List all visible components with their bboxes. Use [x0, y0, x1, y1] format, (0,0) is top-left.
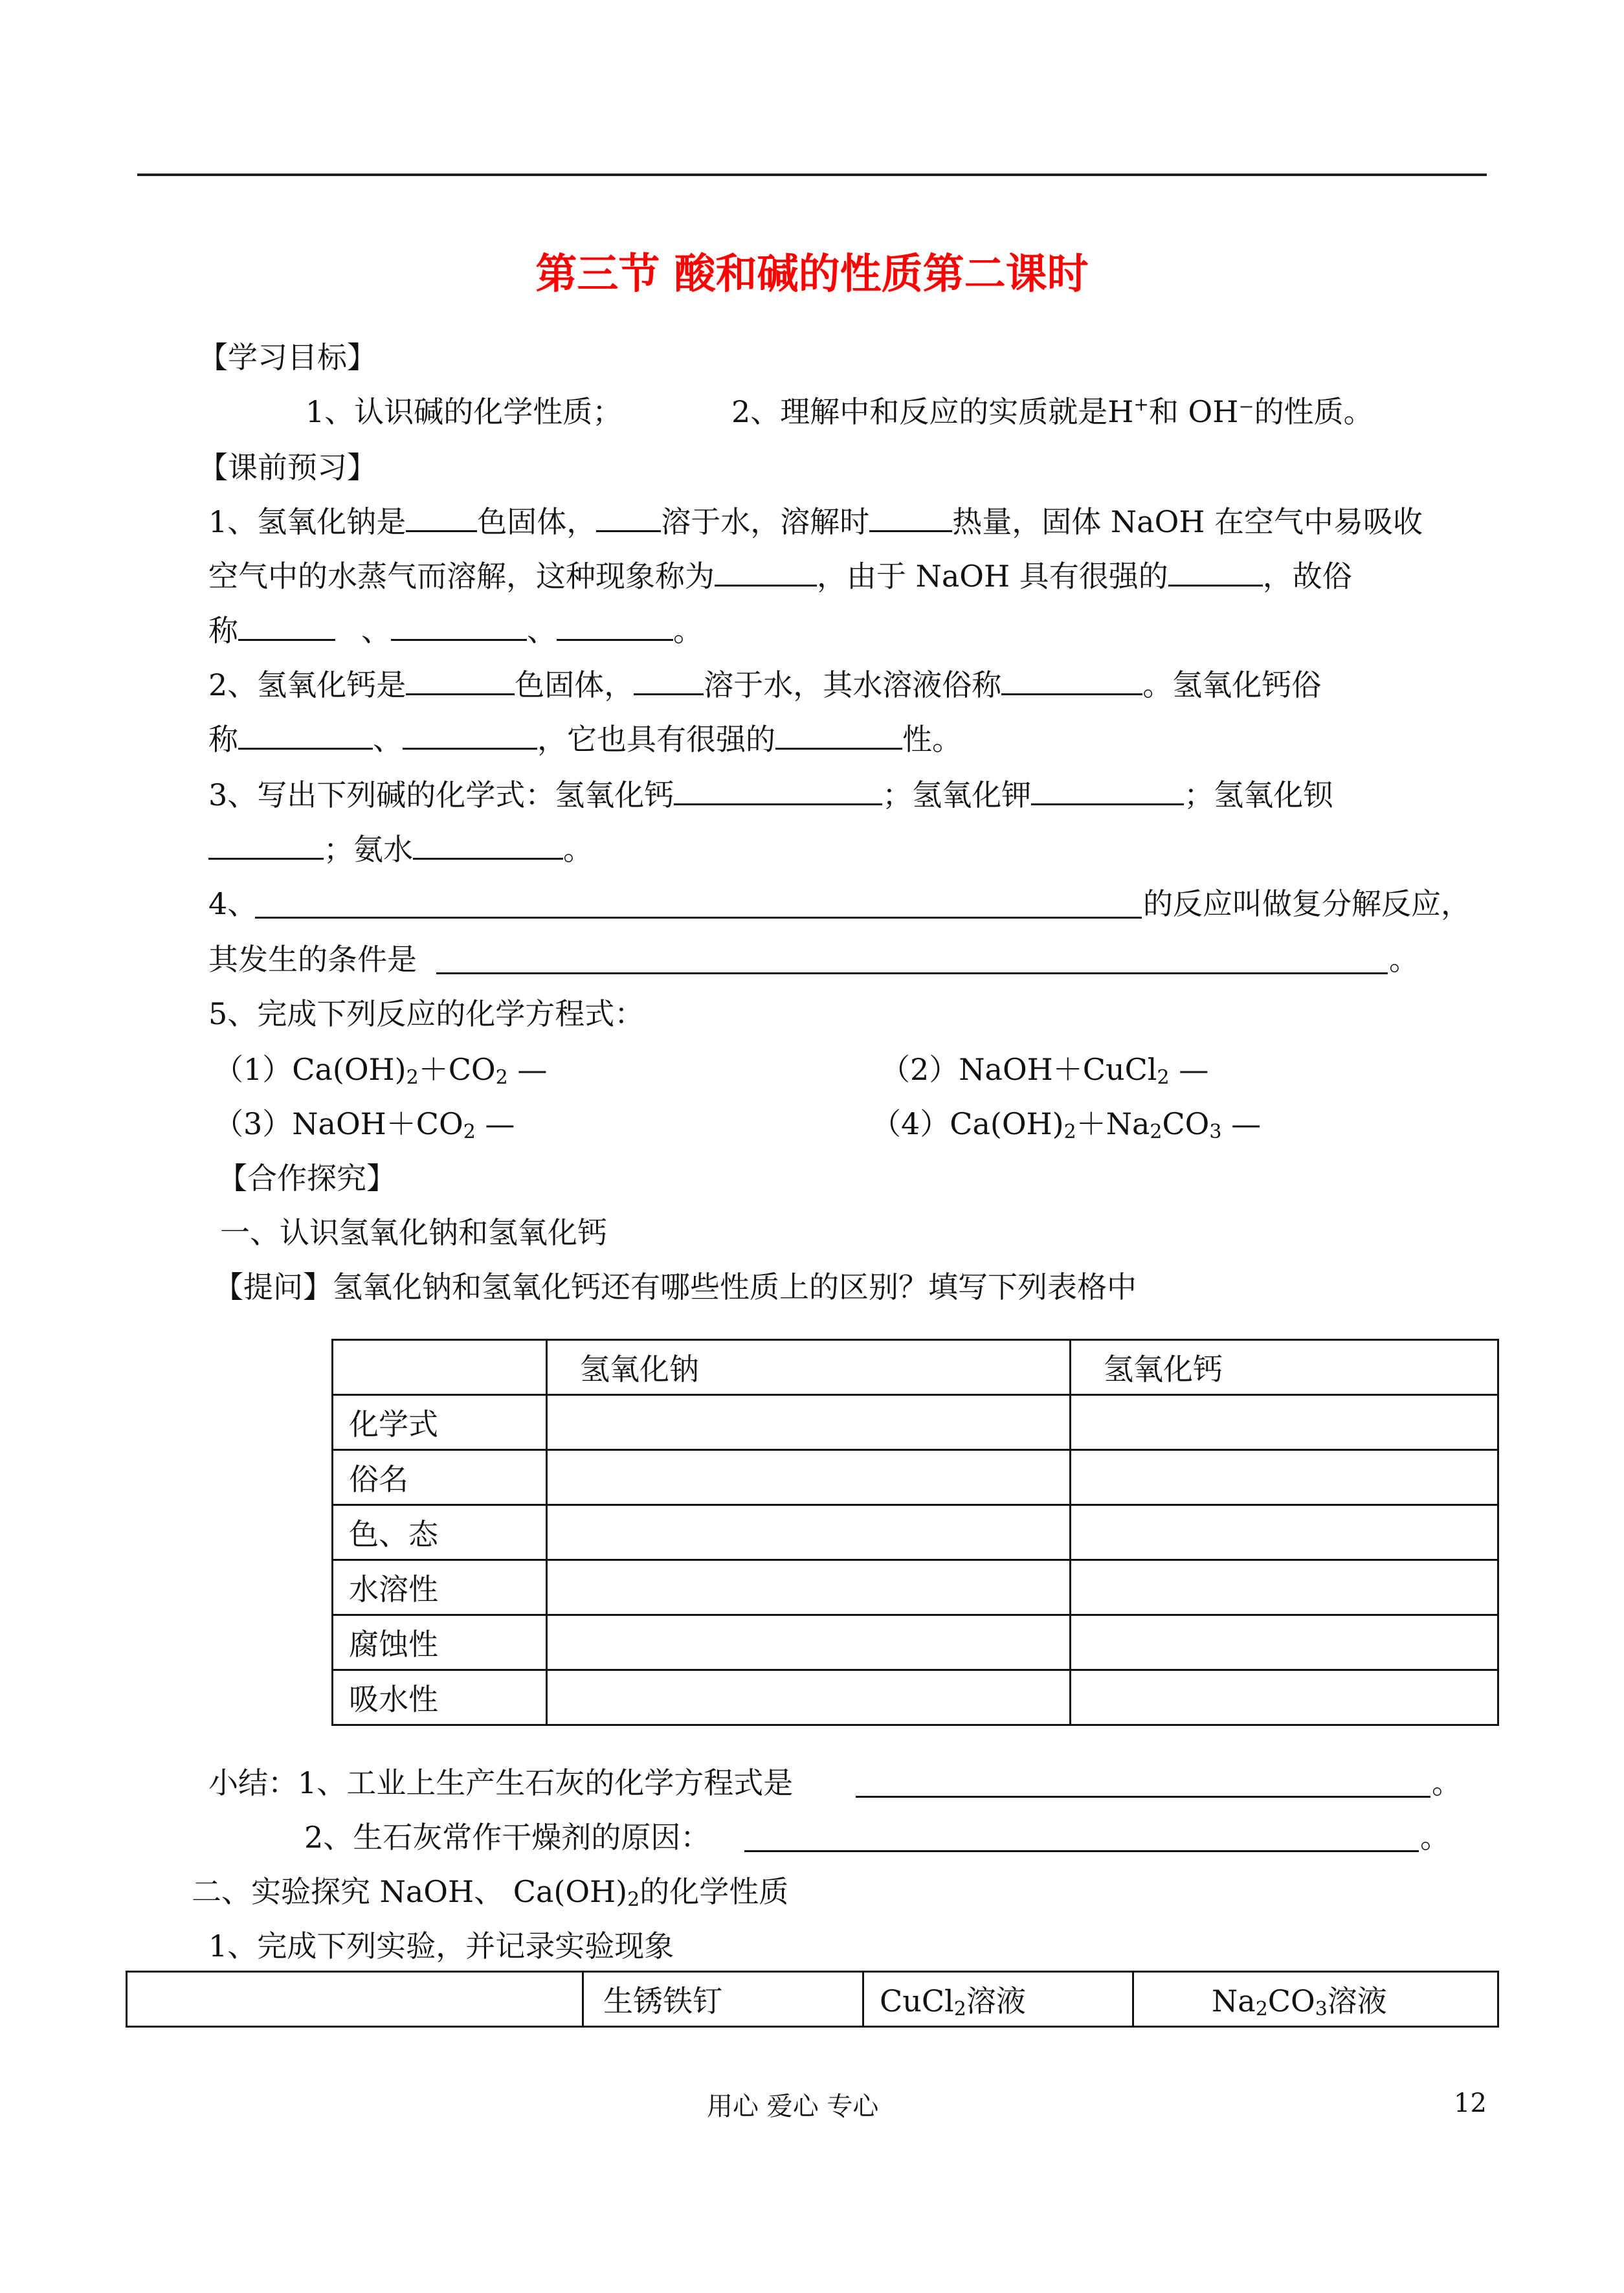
reaction-4: $(4)Ca(OH)_2+Na_2CO_3$ — [871, 1106, 1262, 1143]
goals-header: 【学习目标】 [198, 340, 377, 375]
table-row [333, 1560, 1498, 1615]
blank[interactable] [238, 612, 335, 641]
reaction-1: $(1)Ca(OH)_2+CO_2$ — [214, 1052, 548, 1089]
blank[interactable] [1031, 776, 1184, 805]
table-row [333, 1615, 1498, 1670]
answer-cell[interactable] [1071, 1395, 1498, 1450]
column-header-caoh2: 氢氧化钙 [1071, 1340, 1498, 1395]
summary-1-blank[interactable] [856, 1796, 1430, 1798]
blank[interactable] [715, 557, 817, 587]
summary-1-end: 。 [1432, 1765, 1462, 1800]
q4-cond-blank[interactable] [436, 972, 1388, 974]
row-label: 俗名 [333, 1450, 547, 1505]
q4-cond-label: 其发生的条件是 [208, 942, 417, 977]
answer-cell[interactable] [547, 1450, 1071, 1505]
blank[interactable] [208, 831, 324, 860]
answer-cell[interactable] [547, 1560, 1071, 1615]
experiment-table [126, 1971, 1499, 2028]
page-title: 第三节 酸和碱的性质第二课时 [535, 251, 1089, 298]
row-label: 色、态 [333, 1505, 547, 1560]
summary-2-end: 。 [1420, 1820, 1450, 1855]
preview-header: 【课前预习】 [198, 450, 377, 485]
experiment-1-label: 1、完成下列实验，并记录实验现象 [208, 1929, 674, 1963]
goal-item-1: 1、认识碱的化学性质； [306, 394, 623, 429]
blank[interactable] [391, 612, 527, 641]
answer-cell[interactable] [1071, 1615, 1498, 1670]
row-label: 水溶性 [333, 1560, 547, 1615]
q5-label: 5、完成下列反应的化学方程式： [208, 996, 645, 1031]
blank[interactable] [557, 612, 673, 641]
reaction-2: （2）NaOH＋CuCl$_2$ — [880, 1052, 1209, 1089]
table-header-row [127, 1972, 1498, 2027]
blank[interactable] [869, 503, 952, 532]
table-row [333, 1450, 1498, 1505]
blank[interactable] [413, 831, 563, 860]
table-row [333, 1505, 1498, 1560]
summary-1-label: 小结：1、工业上生产生石灰的化学方程式是 [208, 1765, 794, 1800]
table-row [333, 1670, 1498, 1725]
answer-cell[interactable] [547, 1615, 1071, 1670]
answer-cell[interactable] [1071, 1505, 1498, 1560]
q3-line-2: ；氨水 。 [208, 830, 593, 869]
blank[interactable] [403, 721, 537, 750]
row-label: 化学式 [333, 1395, 547, 1450]
answer-cell[interactable] [1071, 1560, 1498, 1615]
blank[interactable] [674, 776, 882, 805]
page-number: 12 [1454, 2088, 1487, 2118]
q4-blank[interactable] [255, 917, 1142, 919]
q1-line-2: 空气中的水蒸气而溶解，这种现象称为 ，由于 NaOH 具有很强的 ，故俗 [208, 559, 1352, 594]
q4-cond-end: 。 [1389, 942, 1419, 977]
blank[interactable] [406, 666, 515, 695]
answer-cell[interactable] [547, 1670, 1071, 1725]
column-header-naoh: 氢氧化钠 [547, 1340, 1071, 1395]
summary-2-blank[interactable] [744, 1850, 1419, 1852]
compare-table [331, 1339, 1499, 1726]
part-2-title: 二、实验探究 NaOH、 $Ca(OH)_2$的化学性质 [192, 1874, 789, 1911]
exp-table-corner [127, 1972, 583, 2027]
part-1-title: 一、认识氢氧化钠和氢氧化钙 [220, 1215, 607, 1250]
footer-motto: 用心 爱心 专心 [707, 2092, 879, 2121]
header-rule [137, 173, 1487, 176]
table-corner [333, 1340, 547, 1395]
reaction-3: $(3)NaOH+CO_2$ — [214, 1106, 515, 1143]
summary-2-label: 2、生石灰常作干燥剂的原因： [304, 1820, 711, 1855]
column-header-rusty-nail: 生锈铁钉 [583, 1972, 863, 2027]
blank[interactable] [1001, 666, 1142, 695]
answer-cell[interactable] [1071, 1450, 1498, 1505]
q2-line-2: 称 、 ，它也具有很强的 性。 [208, 722, 962, 757]
table-header-row [333, 1340, 1498, 1395]
blank[interactable] [406, 503, 477, 532]
goal-item-2: 2、理解中和反应的实质就是H+和 OH⁻的性质。 [731, 394, 1374, 429]
blank[interactable] [596, 503, 661, 532]
blank[interactable] [634, 666, 704, 695]
answer-cell[interactable] [547, 1505, 1071, 1560]
q3-line-1: 3、写出下列碱的化学式：氢氧化钙 ；氢氧化钾 ；氢氧化钡 [208, 777, 1333, 812]
q4-prefix: 4、 [208, 886, 258, 921]
column-header-na2co3: $Na_2CO_3$溶液 [1133, 1972, 1498, 2027]
coop-header: 【合作探究】 [217, 1161, 396, 1196]
blank[interactable] [238, 721, 373, 750]
answer-cell[interactable] [1071, 1670, 1498, 1725]
q1-line-1: 1、氢氧化钠是 色固体， 溶于水，溶解时 热量，固体 NaOH 在空气中易吸收 [208, 504, 1423, 539]
row-label: 腐蚀性 [333, 1615, 547, 1670]
table-row [333, 1395, 1498, 1450]
q1-line-3: 称 、 、 。 [208, 613, 703, 648]
answer-cell[interactable] [547, 1395, 1071, 1450]
q4-suffix: 的反应叫做复分解反应， [1143, 886, 1471, 921]
question-text: 【提问】氢氧化钠和氢氧化钙还有哪些性质上的区别？填写下列表格中 [214, 1270, 1137, 1304]
q2-line-1: 2、氢氧化钙是 色固体， 溶于水，其水溶液俗称 。氢氧化钙俗 [208, 667, 1322, 702]
column-header-cucl2: CuCl$_2$溶液 [863, 1972, 1133, 2027]
blank[interactable] [775, 721, 902, 750]
row-label: 吸水性 [333, 1670, 547, 1725]
blank[interactable] [1168, 557, 1263, 587]
